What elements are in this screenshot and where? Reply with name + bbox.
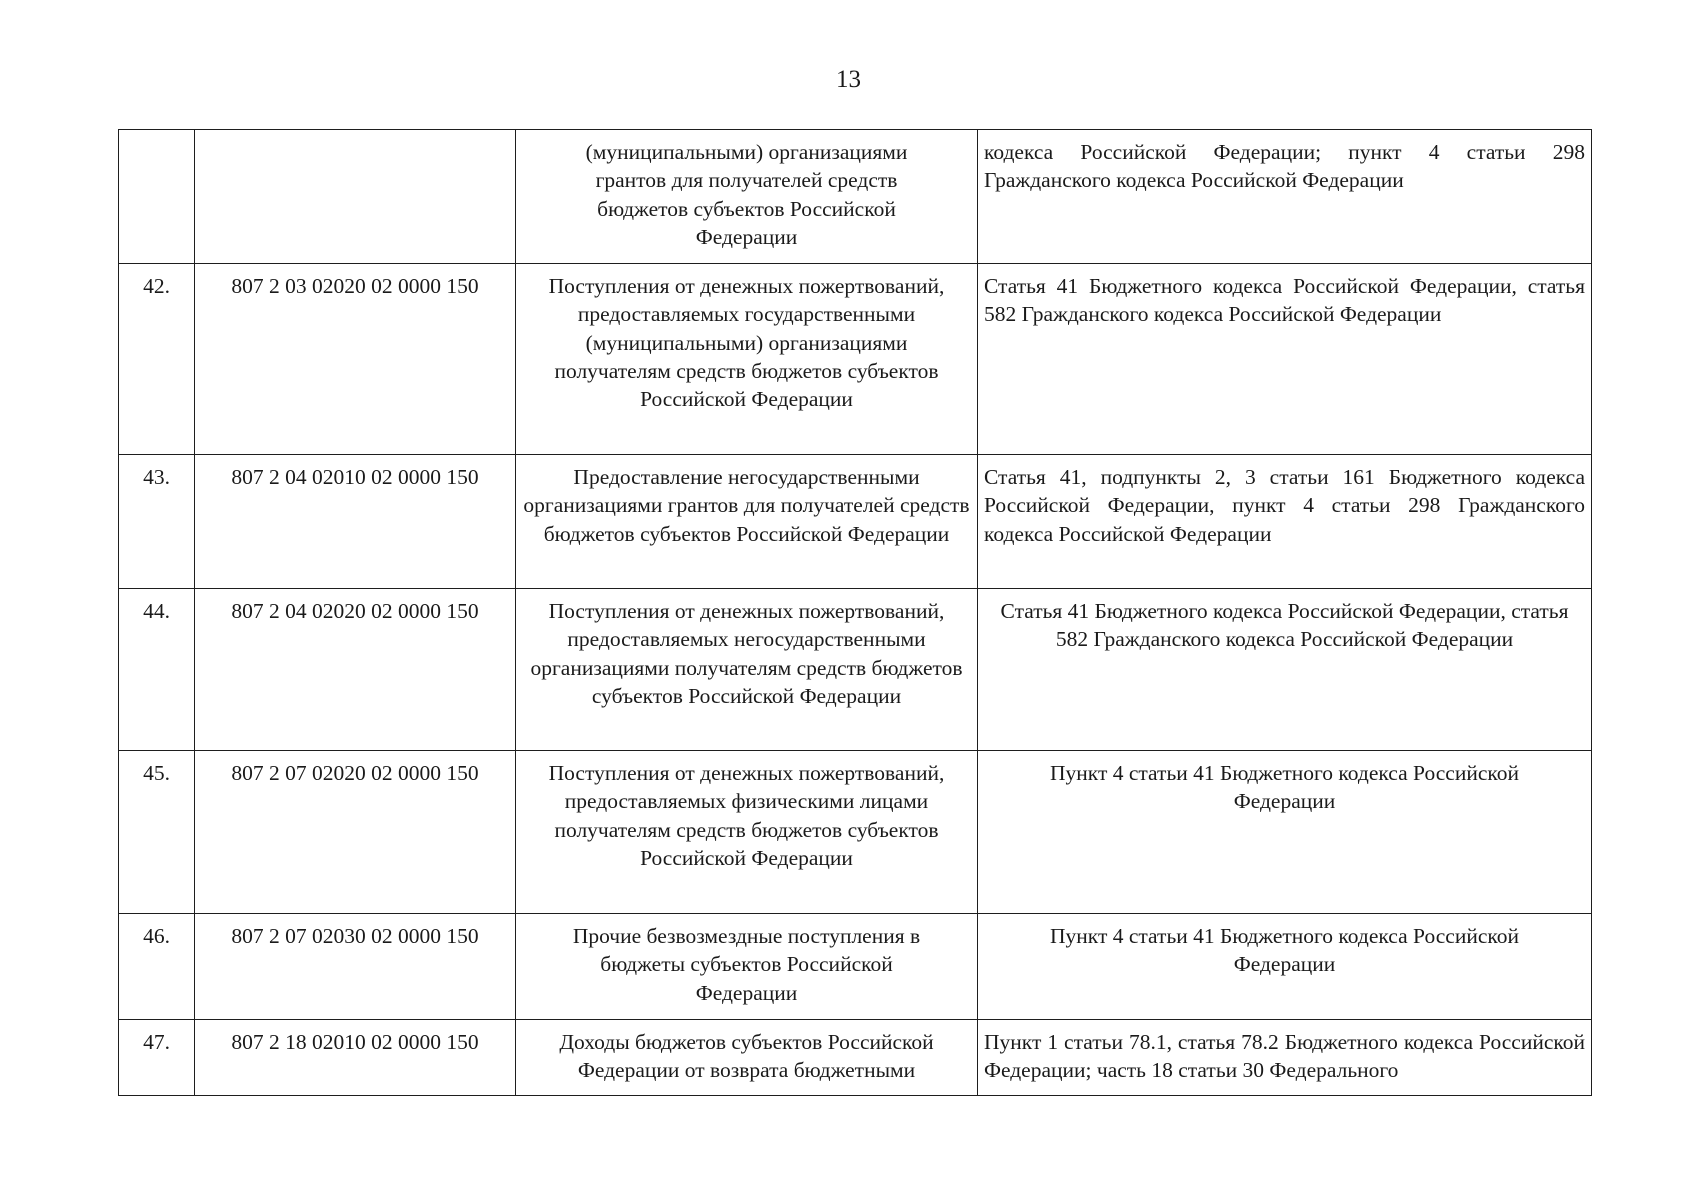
table-row xyxy=(119,130,1592,264)
revenue-name: Предоставление негосударственными организациями грантов для получателей средств бюджетов субъектов Российской Федерации xyxy=(516,455,978,589)
row-number: 42. xyxy=(119,264,195,455)
table-row xyxy=(119,1020,1592,1096)
legal-basis: Статья 41 Бюджетного кодекса Российской Федерации, статья 582 Гражданского кодекса Российской Федерации xyxy=(978,264,1592,455)
table-row xyxy=(119,914,1592,1020)
row-number: 44. xyxy=(119,589,195,751)
revenue-code: 807 2 07 02020 02 0000 150 xyxy=(195,751,516,914)
revenue-code: 807 2 04 02010 02 0000 150 xyxy=(195,455,516,589)
row-number: 45. xyxy=(119,751,195,914)
legal-basis: Статья 41, подпункты 2, 3 статьи 161 Бюджетного кодекса Российской Федерации, пункт 4 статьи 298 Гражданского кодекса Российской Федерации xyxy=(978,455,1592,589)
revenue-name: Поступления от денежных пожертвований, предоставляемых негосударственными организациями получателям средств бюджетов субъектов Российской Федерации xyxy=(516,589,978,751)
page-number: 13 xyxy=(836,66,861,93)
revenue-code: 807 2 04 02020 02 0000 150 xyxy=(195,589,516,751)
legal-basis: кодекса Российской Федерации; пункт 4 статьи 298 Гражданского кодекса Российской Федерации xyxy=(978,130,1592,264)
revenue-name: Поступления от денежных пожертвований, предоставляемых физическими лицами получателям средств бюджетов субъектов Российской Федерации xyxy=(516,751,978,914)
revenue-code xyxy=(195,130,516,264)
revenue-name: (муниципальными) организациями грантов для получателей средств бюджетов субъектов Российской Федерации xyxy=(516,130,978,264)
legal-basis: Пункт 4 статьи 41 Бюджетного кодекса Российской Федерации xyxy=(978,751,1592,914)
row-number: 46. xyxy=(119,914,195,1020)
legal-basis: Пункт 1 статьи 78.1, статья 78.2 Бюджетного кодекса Российской Федерации; часть 18 статьи 30 Федерального xyxy=(978,1020,1592,1096)
table-row xyxy=(119,751,1592,914)
legal-basis: Пункт 4 статьи 41 Бюджетного кодекса Российской Федерации xyxy=(978,914,1592,1020)
revenue-name: Доходы бюджетов субъектов Российской Федерации от возврата бюджетными xyxy=(516,1020,978,1096)
row-number: 47. xyxy=(119,1020,195,1096)
row-number: 43. xyxy=(119,455,195,589)
table-row xyxy=(119,589,1592,751)
revenue-code: 807 2 03 02020 02 0000 150 xyxy=(195,264,516,455)
revenue-code: 807 2 18 02010 02 0000 150 xyxy=(195,1020,516,1096)
revenue-codes-table xyxy=(118,129,1592,1096)
revenue-name: Прочие безвозмездные поступления в бюджеты субъектов Российской Федерации xyxy=(516,914,978,1020)
table-row xyxy=(119,455,1592,589)
table-row xyxy=(119,264,1592,455)
revenue-code: 807 2 07 02030 02 0000 150 xyxy=(195,914,516,1020)
row-number xyxy=(119,130,195,264)
legal-basis: Статья 41 Бюджетного кодекса Российской Федерации, статья 582 Гражданского кодекса Российской Федерации xyxy=(978,589,1592,751)
revenue-name: Поступления от денежных пожертвований, предоставляемых государственными (муниципальными) организациями получателям средств бюджетов субъектов Российской Федерации xyxy=(516,264,978,455)
